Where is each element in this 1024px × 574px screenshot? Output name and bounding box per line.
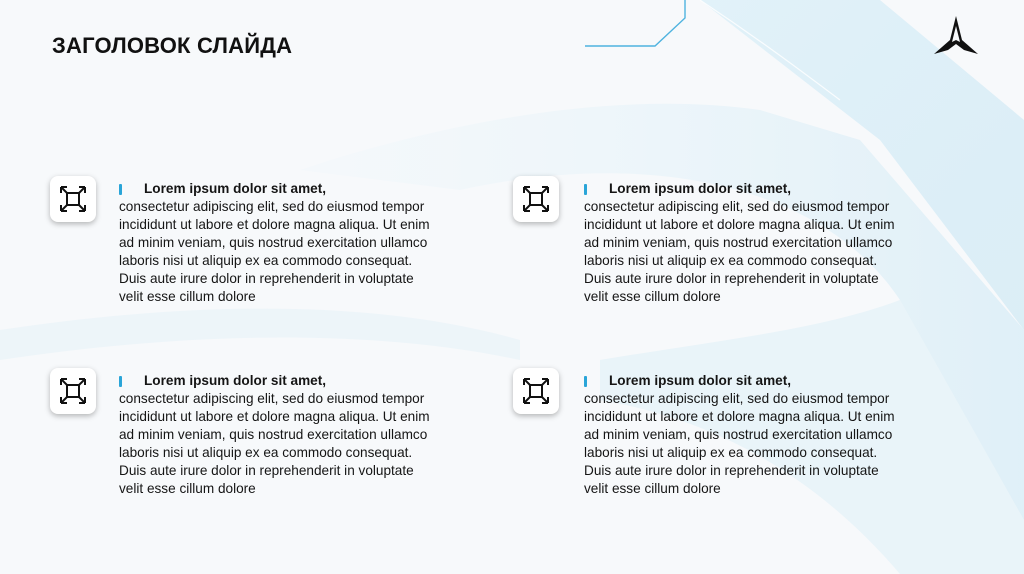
block-line: consectetur adipiscing elit, sed do eiusmod tempor	[119, 391, 425, 406]
triangle-logo-icon	[930, 14, 982, 60]
block-line: velit esse cillum dolore	[119, 481, 256, 496]
block-line: Duis aute irure dolor in reprehenderit in voluptate	[119, 463, 414, 478]
block-heading: Lorem ipsum dolor sit amet,	[144, 373, 327, 388]
icon-box	[50, 368, 96, 414]
block-line: consectetur adipiscing elit, sed do eiusmod tempor	[119, 199, 425, 214]
expand-arrows-icon	[59, 185, 87, 213]
slide-title: ЗАГОЛОВОК СЛАЙДА	[52, 33, 293, 58]
block-line: laboris nisi ut aliquip ex ea commodo consequat.	[584, 445, 878, 460]
block-line: incididunt ut labore et dolore magna aliqua. Ut enim	[584, 409, 895, 424]
block-line: consectetur adipiscing elit, sed do eiusmod tempor	[584, 199, 890, 214]
expand-arrows-icon	[522, 185, 550, 213]
block-line: Duis aute irure dolor in reprehenderit in voluptate	[584, 463, 879, 478]
block-line: ad minim veniam, quis nostrud exercitation ullamco	[584, 427, 893, 442]
block-heading: Lorem ipsum dolor sit amet,	[609, 181, 792, 196]
block-line: Duis aute irure dolor in reprehenderit in voluptate	[119, 271, 414, 286]
content-block	[50, 368, 470, 508]
block-line: velit esse cillum dolore	[584, 481, 721, 496]
content-block	[50, 176, 470, 316]
icon-box	[513, 176, 559, 222]
expand-arrows-icon	[59, 377, 87, 405]
block-line: ad minim veniam, quis nostrud exercitation ullamco	[584, 235, 893, 250]
block-text	[584, 180, 944, 306]
block-line: laboris nisi ut aliquip ex ea commodo consequat.	[119, 253, 413, 268]
block-line: laboris nisi ut aliquip ex ea commodo consequat.	[584, 253, 878, 268]
block-line: incididunt ut labore et dolore magna aliqua. Ut enim	[584, 217, 895, 232]
content-block	[513, 176, 933, 316]
block-heading: Lorem ipsum dolor sit amet,	[144, 181, 327, 196]
block-line: consectetur adipiscing elit, sed do eiusmod tempor	[584, 391, 890, 406]
expand-arrows-icon	[522, 377, 550, 405]
block-line: velit esse cillum dolore	[119, 289, 256, 304]
block-text	[584, 372, 944, 498]
block-line: incididunt ut labore et dolore magna aliqua. Ut enim	[119, 409, 430, 424]
block-line: ad minim veniam, quis nostrud exercitation ullamco	[119, 427, 428, 442]
block-text	[119, 372, 479, 498]
block-line: laboris nisi ut aliquip ex ea commodo consequat.	[119, 445, 413, 460]
icon-box	[50, 176, 96, 222]
block-heading: Lorem ipsum dolor sit amet,	[609, 373, 792, 388]
block-line: ad minim veniam, quis nostrud exercitation ullamco	[119, 235, 428, 250]
icon-box	[513, 368, 559, 414]
block-line: incididunt ut labore et dolore magna aliqua. Ut enim	[119, 217, 430, 232]
block-text	[119, 180, 479, 306]
content-block	[513, 368, 933, 508]
block-line: velit esse cillum dolore	[584, 289, 721, 304]
block-line: Duis aute irure dolor in reprehenderit in voluptate	[584, 271, 879, 286]
